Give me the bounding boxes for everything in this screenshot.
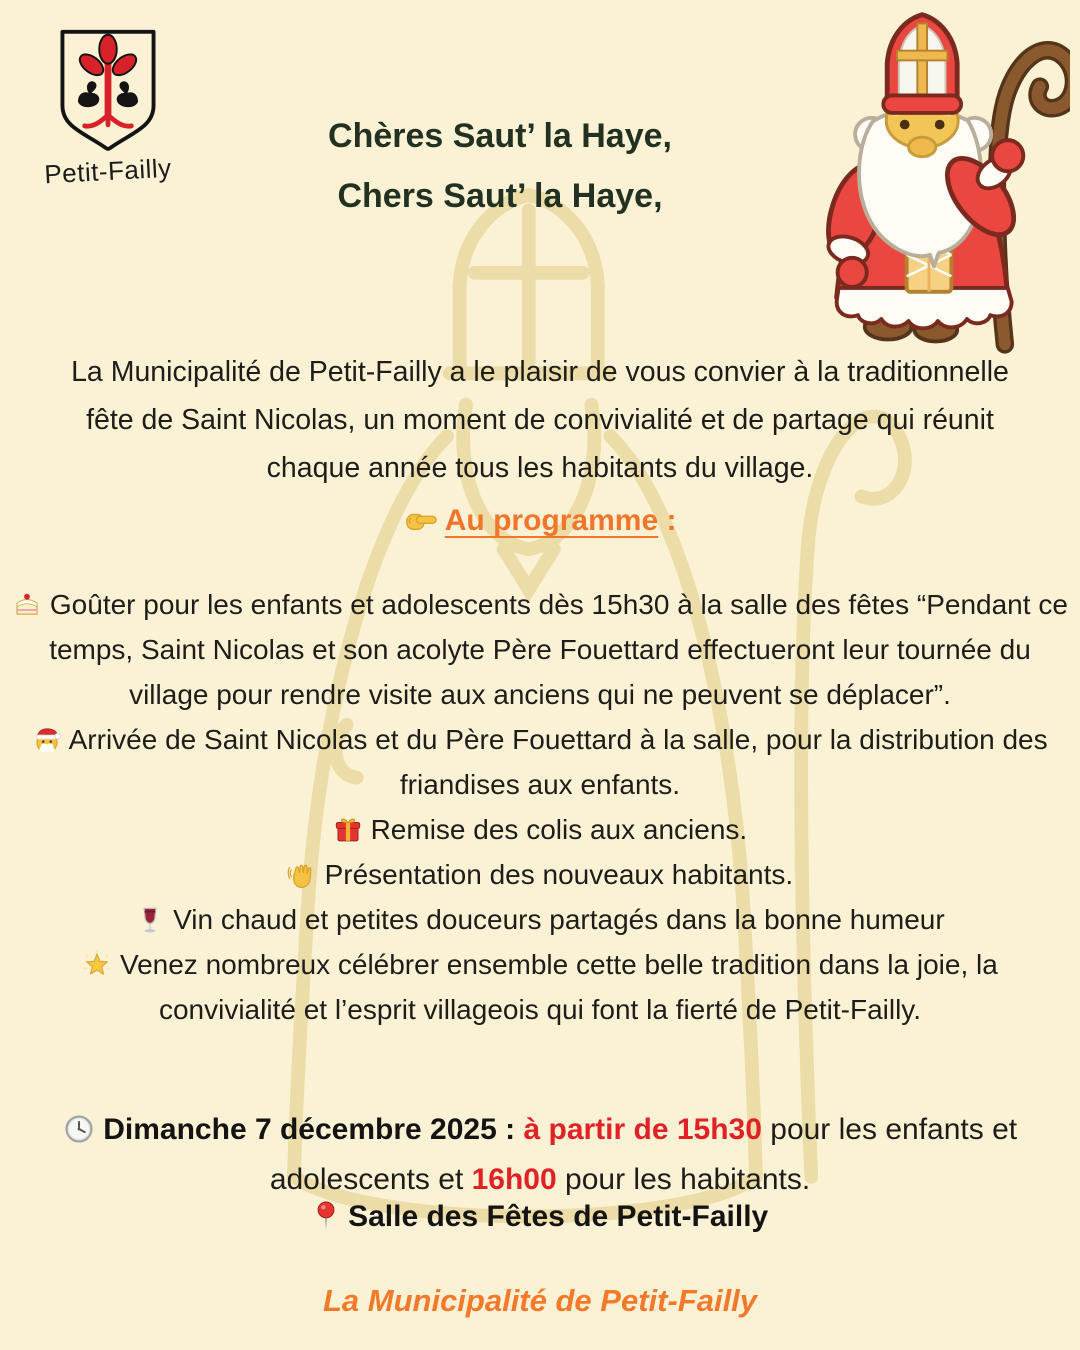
schedule-time-2: 16h00: [471, 1163, 557, 1196]
list-item-text: Vin chaud et petites douceurs partagés dans la bonne humeur: [173, 904, 945, 935]
schedule-audience-1: pour les enfants et: [761, 1113, 1018, 1146]
greeting-title: [170, 106, 830, 226]
list-item-text: Venez nombreux célébrer ensemble cette belle tradition dans la joie, la convivialité et l’esprit villageois qui font la fierté de Petit-Failly.: [119, 949, 998, 1025]
petit-failly-coat-of-arms-icon: [52, 26, 164, 152]
list-item: [10, 582, 1070, 717]
wine-glass-icon: [135, 897, 165, 942]
village-logo-label: Petit-Failly: [43, 152, 173, 190]
list-item-text: Goûter pour les enfants et adolescents dès 15h30 à la salle des fêtes “Pendant ce temps, Saint Nicolas et son acolyte Père Fouettard effectueront leur tournée du village pour rendre visite aux anciens qui ne peuvent se déplacer”.: [49, 589, 1068, 710]
saint-nicolas-illustration: [788, 6, 1070, 354]
list-item: [10, 717, 1070, 807]
clock-icon: [63, 1105, 95, 1155]
pointing-right-icon: [404, 504, 438, 538]
gift-icon: [333, 807, 363, 852]
santa-face-icon: [32, 717, 62, 762]
cake-slice-icon: [12, 582, 42, 627]
schedule-audience-2: adolescents et: [269, 1163, 472, 1196]
greeting-line-2: Chers Saut’ la Haye,: [337, 177, 663, 215]
greeting-line-1: Chères Saut’ la Haye,: [328, 117, 672, 155]
program-heading: [0, 504, 1080, 538]
list-item-text: Arrivée de Saint Nicolas et du Père Fouettard à la salle, pour la distribution des friandises aux enfants.: [68, 724, 1048, 800]
schedule-line-2: [40, 1155, 1040, 1205]
schedule-time-1: à partir de 15h30: [523, 1113, 762, 1146]
program-heading-colon: :: [658, 504, 677, 537]
glowing-star-icon: [82, 942, 112, 987]
intro-paragraph: La Municipalité de Petit-Failly a le plaisir de vous convier à la traditionnelle fête de Saint Nicolas, un moment de convivialité et de partage qui réunit chaque année tous les habitants du village.: [71, 356, 1009, 484]
village-logo: [28, 26, 188, 190]
schedule-date: Dimanche 7 décembre 2025 :: [103, 1113, 524, 1146]
waving-hand-icon: [287, 852, 317, 897]
list-item: [10, 852, 1070, 897]
round-pushpin-icon: [312, 1200, 340, 1234]
signature: La Municipalité de Petit-Failly: [322, 1283, 758, 1318]
list-item-text: Remise des colis aux anciens.: [370, 814, 748, 845]
schedule-audience-3: pour les habitants.: [556, 1163, 811, 1196]
schedule-block: [40, 1105, 1040, 1205]
list-item: [10, 807, 1070, 852]
venue-line: [0, 1200, 1080, 1234]
list-item-text: Présentation des nouveaux habitants.: [324, 859, 794, 890]
program-list: [10, 582, 1070, 1032]
schedule-line-1: [40, 1105, 1040, 1155]
list-item: [10, 942, 1070, 1032]
list-item: [10, 897, 1070, 942]
venue-text: Salle des Fêtes de Petit-Failly: [348, 1200, 769, 1233]
program-heading-label: Au programme: [444, 504, 659, 537]
